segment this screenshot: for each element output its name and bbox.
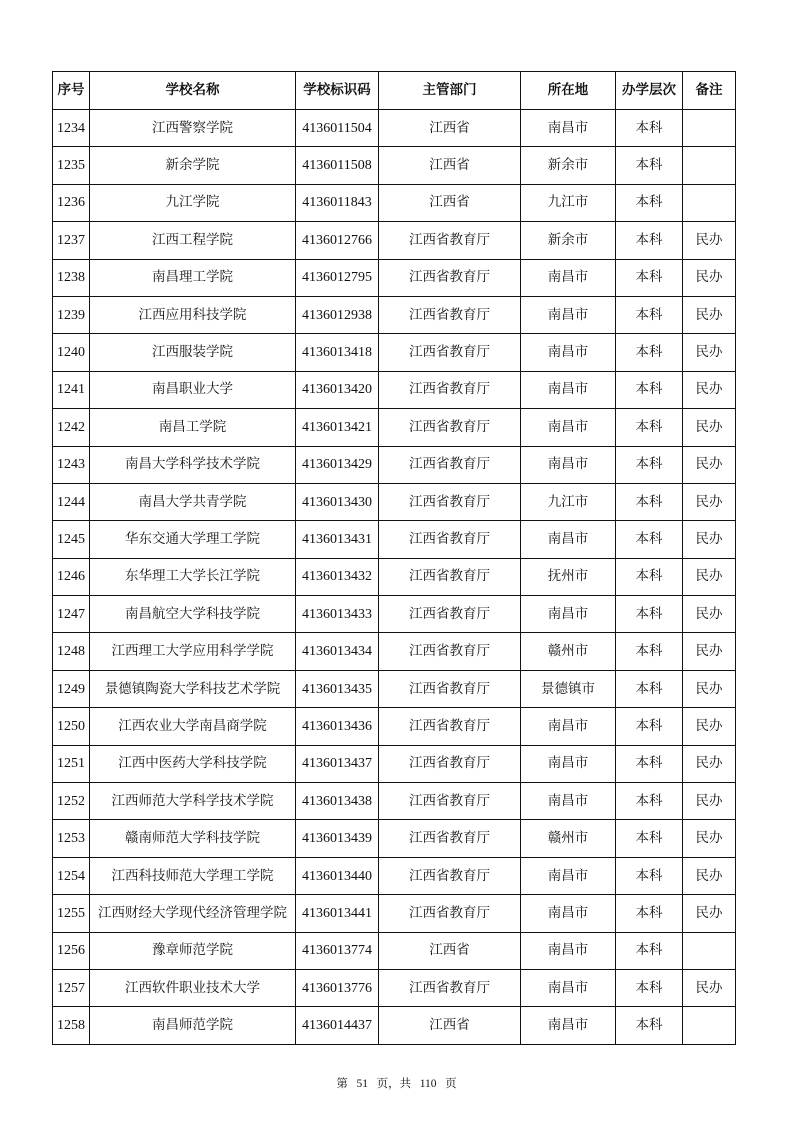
table-row — [53, 783, 736, 820]
cell-school-name: 赣南师范大学科技学院 — [90, 820, 296, 857]
cell-location: 南昌市 — [521, 1007, 616, 1044]
cell-school-code: 4136013438 — [296, 783, 379, 820]
cell-school-name: 南昌航空大学科技学院 — [90, 596, 296, 633]
cell-seq: 1257 — [53, 969, 90, 1006]
cell-location: 南昌市 — [521, 371, 616, 408]
cell-department: 江西省教育厅 — [379, 483, 521, 520]
cell-level: 本科 — [616, 633, 683, 670]
cell-location: 南昌市 — [521, 969, 616, 1006]
cell-school-code: 4136013440 — [296, 857, 379, 894]
cell-level: 本科 — [616, 483, 683, 520]
page-total: 110 — [419, 1078, 437, 1090]
cell-level: 本科 — [616, 184, 683, 221]
cell-remark: 民办 — [683, 521, 736, 558]
cell-department: 江西省 — [379, 147, 521, 184]
header-location: 所在地 — [521, 72, 616, 110]
page-number: 51 — [356, 1078, 368, 1090]
cell-remark: 民办 — [683, 371, 736, 408]
cell-department: 江西省教育厅 — [379, 259, 521, 296]
cell-school-code: 4136013429 — [296, 446, 379, 483]
cell-school-name: 南昌职业大学 — [90, 371, 296, 408]
table-row — [53, 521, 736, 558]
table-row — [53, 296, 736, 333]
header-remark: 备注 — [683, 72, 736, 110]
cell-department: 江西省教育厅 — [379, 222, 521, 259]
cell-department: 江西省教育厅 — [379, 745, 521, 782]
cell-remark: 民办 — [683, 259, 736, 296]
cell-school-name: 南昌工学院 — [90, 409, 296, 446]
cell-seq: 1256 — [53, 932, 90, 969]
cell-department: 江西省教育厅 — [379, 670, 521, 707]
page-middle: 页，共 — [376, 1078, 412, 1090]
cell-department: 江西省 — [379, 1007, 521, 1044]
cell-department: 江西省 — [379, 184, 521, 221]
cell-school-name: 豫章师范学院 — [90, 932, 296, 969]
table-row — [53, 708, 736, 745]
cell-department: 江西省教育厅 — [379, 857, 521, 894]
cell-school-name: 江西理工大学应用科学学院 — [90, 633, 296, 670]
cell-school-code: 4136014437 — [296, 1007, 379, 1044]
cell-school-code: 4136013432 — [296, 558, 379, 595]
cell-remark: 民办 — [683, 857, 736, 894]
cell-school-name: 南昌大学共青学院 — [90, 483, 296, 520]
cell-location: 南昌市 — [521, 932, 616, 969]
cell-department: 江西省教育厅 — [379, 334, 521, 371]
cell-department: 江西省教育厅 — [379, 969, 521, 1006]
cell-location: 南昌市 — [521, 259, 616, 296]
cell-remark: 民办 — [683, 483, 736, 520]
table-row — [53, 820, 736, 857]
cell-location: 南昌市 — [521, 409, 616, 446]
cell-remark: 民办 — [683, 558, 736, 595]
cell-school-name: 江西科技师范大学理工学院 — [90, 857, 296, 894]
cell-remark: 民办 — [683, 633, 736, 670]
cell-seq: 1248 — [53, 633, 90, 670]
cell-location: 南昌市 — [521, 110, 616, 147]
cell-location: 赣州市 — [521, 633, 616, 670]
cell-location: 南昌市 — [521, 895, 616, 932]
cell-remark — [683, 147, 736, 184]
cell-seq: 1254 — [53, 857, 90, 894]
cell-remark: 民办 — [683, 969, 736, 1006]
cell-level: 本科 — [616, 521, 683, 558]
cell-seq: 1255 — [53, 895, 90, 932]
cell-remark: 民办 — [683, 446, 736, 483]
cell-seq: 1253 — [53, 820, 90, 857]
cell-department: 江西省教育厅 — [379, 446, 521, 483]
cell-location: 九江市 — [521, 483, 616, 520]
table-header-row — [53, 72, 736, 110]
cell-seq: 1245 — [53, 521, 90, 558]
cell-seq: 1244 — [53, 483, 90, 520]
cell-location: 九江市 — [521, 184, 616, 221]
cell-school-code: 4136012938 — [296, 296, 379, 333]
table-body — [53, 110, 736, 1045]
cell-school-code: 4136013776 — [296, 969, 379, 1006]
cell-seq: 1235 — [53, 147, 90, 184]
cell-level: 本科 — [616, 969, 683, 1006]
cell-location: 南昌市 — [521, 446, 616, 483]
cell-school-code: 4136013431 — [296, 521, 379, 558]
cell-level: 本科 — [616, 783, 683, 820]
cell-level: 本科 — [616, 371, 683, 408]
cell-location: 南昌市 — [521, 708, 616, 745]
cell-remark: 民办 — [683, 409, 736, 446]
cell-department: 江西省教育厅 — [379, 633, 521, 670]
cell-level: 本科 — [616, 745, 683, 782]
cell-remark — [683, 1007, 736, 1044]
cell-department: 江西省 — [379, 110, 521, 147]
cell-remark — [683, 932, 736, 969]
cell-location: 南昌市 — [521, 745, 616, 782]
cell-school-code: 4136013436 — [296, 708, 379, 745]
cell-school-code: 4136012795 — [296, 259, 379, 296]
cell-seq: 1236 — [53, 184, 90, 221]
cell-school-name: 南昌师范学院 — [90, 1007, 296, 1044]
cell-level: 本科 — [616, 932, 683, 969]
table-row — [53, 371, 736, 408]
cell-school-code: 4136013430 — [296, 483, 379, 520]
cell-department: 江西省教育厅 — [379, 409, 521, 446]
table-row — [53, 483, 736, 520]
cell-school-name: 江西农业大学南昌商学院 — [90, 708, 296, 745]
cell-level: 本科 — [616, 895, 683, 932]
cell-seq: 1249 — [53, 670, 90, 707]
table-row — [53, 633, 736, 670]
table-row — [53, 259, 736, 296]
header-school-code: 学校标识码 — [296, 72, 379, 110]
page-footer — [0, 1075, 793, 1091]
table-row — [53, 670, 736, 707]
cell-location: 抚州市 — [521, 558, 616, 595]
cell-remark: 民办 — [683, 334, 736, 371]
cell-school-code: 4136012766 — [296, 222, 379, 259]
table-row — [53, 222, 736, 259]
cell-level: 本科 — [616, 558, 683, 595]
cell-seq: 1252 — [53, 783, 90, 820]
cell-level: 本科 — [616, 147, 683, 184]
cell-school-code: 4136013441 — [296, 895, 379, 932]
cell-level: 本科 — [616, 409, 683, 446]
cell-seq: 1240 — [53, 334, 90, 371]
cell-school-name: 南昌理工学院 — [90, 259, 296, 296]
cell-seq: 1246 — [53, 558, 90, 595]
cell-department: 江西省 — [379, 932, 521, 969]
cell-level: 本科 — [616, 596, 683, 633]
header-seq: 序号 — [53, 72, 90, 110]
cell-remark — [683, 184, 736, 221]
cell-department: 江西省教育厅 — [379, 296, 521, 333]
cell-school-name: 南昌大学科学技术学院 — [90, 446, 296, 483]
header-level: 办学层次 — [616, 72, 683, 110]
cell-level: 本科 — [616, 670, 683, 707]
cell-department: 江西省教育厅 — [379, 895, 521, 932]
cell-level: 本科 — [616, 334, 683, 371]
cell-remark: 民办 — [683, 296, 736, 333]
cell-level: 本科 — [616, 222, 683, 259]
cell-level: 本科 — [616, 110, 683, 147]
cell-level: 本科 — [616, 296, 683, 333]
table-row — [53, 857, 736, 894]
cell-department: 江西省教育厅 — [379, 708, 521, 745]
table-row — [53, 409, 736, 446]
table-row — [53, 1007, 736, 1044]
cell-level: 本科 — [616, 1007, 683, 1044]
cell-remark — [683, 110, 736, 147]
cell-level: 本科 — [616, 708, 683, 745]
cell-remark: 民办 — [683, 745, 736, 782]
table-row — [53, 110, 736, 147]
cell-location: 南昌市 — [521, 521, 616, 558]
cell-department: 江西省教育厅 — [379, 596, 521, 633]
cell-school-code: 4136011504 — [296, 110, 379, 147]
cell-school-name: 江西工程学院 — [90, 222, 296, 259]
cell-school-code: 4136013421 — [296, 409, 379, 446]
table-row — [53, 969, 736, 1006]
cell-location: 南昌市 — [521, 334, 616, 371]
cell-school-name: 九江学院 — [90, 184, 296, 221]
school-list-table-container — [52, 71, 735, 1045]
cell-department: 江西省教育厅 — [379, 521, 521, 558]
cell-school-code: 4136013774 — [296, 932, 379, 969]
cell-school-name: 江西软件职业技术大学 — [90, 969, 296, 1006]
cell-remark: 民办 — [683, 895, 736, 932]
cell-remark: 民办 — [683, 596, 736, 633]
cell-seq: 1258 — [53, 1007, 90, 1044]
cell-school-code: 4136013418 — [296, 334, 379, 371]
cell-school-code: 4136013420 — [296, 371, 379, 408]
cell-remark: 民办 — [683, 820, 736, 857]
cell-school-name: 江西应用科技学院 — [90, 296, 296, 333]
cell-location: 南昌市 — [521, 783, 616, 820]
cell-seq: 1239 — [53, 296, 90, 333]
cell-school-name: 新余学院 — [90, 147, 296, 184]
header-department: 主管部门 — [379, 72, 521, 110]
cell-school-code: 4136013433 — [296, 596, 379, 633]
cell-seq: 1237 — [53, 222, 90, 259]
cell-department: 江西省教育厅 — [379, 371, 521, 408]
cell-seq: 1250 — [53, 708, 90, 745]
cell-school-code: 4136013437 — [296, 745, 379, 782]
cell-location: 南昌市 — [521, 857, 616, 894]
cell-remark: 民办 — [683, 670, 736, 707]
cell-seq: 1241 — [53, 371, 90, 408]
cell-school-code: 4136011508 — [296, 147, 379, 184]
header-school-name: 学校名称 — [90, 72, 296, 110]
table-row — [53, 558, 736, 595]
cell-remark: 民办 — [683, 222, 736, 259]
cell-school-name: 江西财经大学现代经济管理学院 — [90, 895, 296, 932]
page-suffix: 页 — [445, 1078, 457, 1090]
cell-level: 本科 — [616, 259, 683, 296]
cell-department: 江西省教育厅 — [379, 820, 521, 857]
cell-seq: 1251 — [53, 745, 90, 782]
cell-seq: 1238 — [53, 259, 90, 296]
cell-level: 本科 — [616, 820, 683, 857]
table-row — [53, 932, 736, 969]
table-row — [53, 596, 736, 633]
page-prefix: 第 — [336, 1078, 348, 1090]
cell-school-name: 景德镇陶瓷大学科技艺术学院 — [90, 670, 296, 707]
cell-location: 南昌市 — [521, 596, 616, 633]
table-row — [53, 895, 736, 932]
cell-school-name: 江西服装学院 — [90, 334, 296, 371]
table-row — [53, 334, 736, 371]
cell-level: 本科 — [616, 446, 683, 483]
cell-school-code: 4136013439 — [296, 820, 379, 857]
cell-department: 江西省教育厅 — [379, 558, 521, 595]
cell-school-name: 东华理工大学长江学院 — [90, 558, 296, 595]
cell-seq: 1247 — [53, 596, 90, 633]
cell-school-name: 江西警察学院 — [90, 110, 296, 147]
cell-school-name: 江西师范大学科学技术学院 — [90, 783, 296, 820]
cell-location: 景德镇市 — [521, 670, 616, 707]
cell-department: 江西省教育厅 — [379, 783, 521, 820]
school-list-table — [52, 71, 736, 1045]
cell-location: 新余市 — [521, 222, 616, 259]
cell-school-name: 江西中医药大学科技学院 — [90, 745, 296, 782]
cell-school-name: 华东交通大学理工学院 — [90, 521, 296, 558]
cell-remark: 民办 — [683, 708, 736, 745]
cell-seq: 1242 — [53, 409, 90, 446]
cell-school-code: 4136011843 — [296, 184, 379, 221]
cell-location: 新余市 — [521, 147, 616, 184]
table-row — [53, 147, 736, 184]
table-row — [53, 745, 736, 782]
cell-school-code: 4136013434 — [296, 633, 379, 670]
table-row — [53, 184, 736, 221]
cell-seq: 1234 — [53, 110, 90, 147]
table-row — [53, 446, 736, 483]
cell-remark: 民办 — [683, 783, 736, 820]
cell-level: 本科 — [616, 857, 683, 894]
cell-location: 南昌市 — [521, 296, 616, 333]
cell-seq: 1243 — [53, 446, 90, 483]
cell-location: 赣州市 — [521, 820, 616, 857]
cell-school-code: 4136013435 — [296, 670, 379, 707]
